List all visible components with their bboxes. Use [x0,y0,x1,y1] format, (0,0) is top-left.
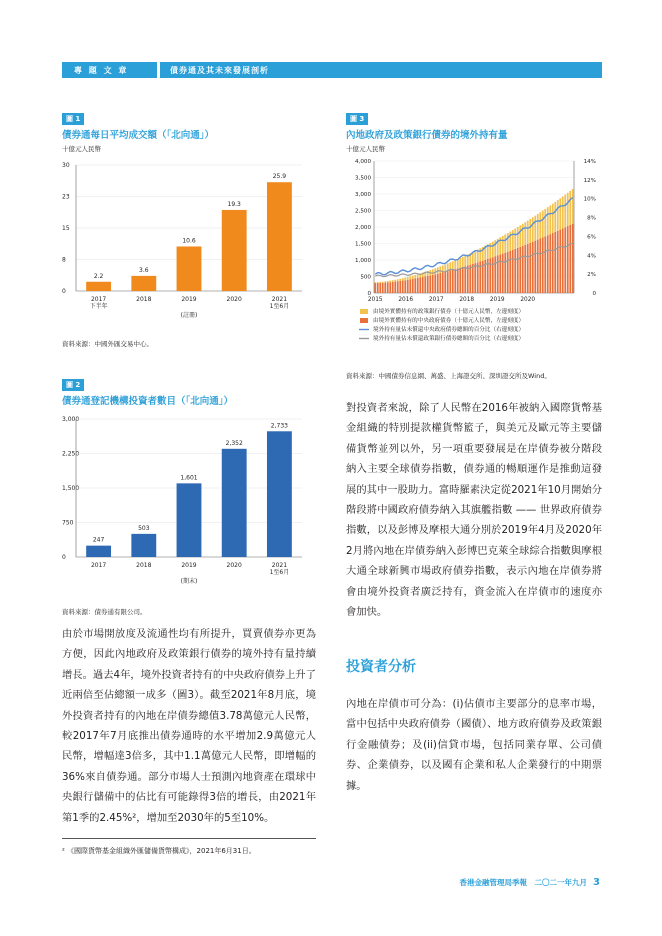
bar-central-govt [472,264,474,293]
y-tick-label-left: 2,000 [354,225,371,231]
bar-central-govt [467,265,469,293]
bar-central-govt [547,235,549,293]
bar-central-govt [429,275,431,293]
bar-central-govt [567,226,569,293]
x-tick-label: 2019 [489,297,505,303]
bar-value-label: 2.2 [93,272,104,280]
legend-label: 由境外實體持有的政策銀行債券（十億元人民幣，左邊刻度） [373,309,525,315]
bar-policy-bank [504,234,506,252]
y-tick-label-left: 0 [367,291,371,297]
bar-central-govt [569,225,571,293]
bar-central-govt [457,268,459,293]
figure-1-tag: 圖 1 [62,113,84,125]
x-tick-label: 2020 [226,296,242,303]
figure-1-title: 債券通每日平均成交額（「北向通」） [62,130,215,141]
y-tick-label-right: 6% [587,234,596,241]
bar-central-govt [442,272,444,293]
bar-central-govt [439,273,441,293]
bar-policy-bank [474,251,476,263]
bar-policy-bank [439,266,441,273]
bar-value-label: 3.6 [139,266,149,274]
y-tick-label: 3,000 [62,416,80,423]
x-tick-label: 1至6月 [269,303,290,310]
figure-1 [62,106,312,348]
bar-value-label: 25.9 [272,173,287,181]
y-tick-label: 1,500 [62,485,80,492]
bar-central-govt [377,283,379,293]
bar-policy-bank [502,236,504,254]
bar-value-label: 503 [138,524,150,532]
bar-central-govt [437,274,439,293]
bar-central-govt [509,251,511,293]
bar-central-govt [542,237,544,293]
x-tick-label: 2018 [136,296,152,303]
legend-swatch [360,309,368,314]
bar-central-govt [517,248,519,293]
figure-3-tag: 圖 3 [346,113,368,125]
y-tick-label: 0 [62,288,66,295]
bar-central-govt [459,268,461,293]
figure-3 [346,106,602,380]
bar [267,182,292,291]
figure-2-tag: 圖 2 [62,379,84,391]
bar-policy-bank [409,276,411,279]
bar-policy-bank [512,230,514,250]
bar [86,282,111,291]
bar-policy-bank [529,219,531,243]
bar-central-govt [402,281,404,293]
bar-policy-bank [519,225,521,247]
bar-central-govt [404,280,406,293]
y-tick-label-left: 1,500 [354,241,371,248]
bar-central-govt [562,228,564,293]
bar-central-govt [422,277,424,293]
y-tick-label-right: 12% [583,177,596,184]
bar-central-govt [387,282,389,293]
bar-policy-bank [394,280,396,282]
bar-policy-bank [549,205,551,234]
bar-central-govt [414,278,416,293]
bar-policy-bank [552,204,554,233]
bar-policy-bank [457,259,459,268]
y-tick-label-right: 14% [583,159,596,165]
bar-policy-bank [389,281,391,283]
x-tick-label: 下半年 [89,303,108,310]
bar-central-govt [527,244,529,293]
bar-policy-bank [569,191,571,225]
bar [222,449,247,557]
y-axis-unit: 十億元人民幣 [346,145,385,153]
bar-central-govt [417,278,419,293]
bar-central-govt [452,270,454,293]
bar-central-govt [549,234,551,293]
x-tick-label: 2016 [398,297,414,303]
bar [177,483,202,557]
y-tick-label: 23 [62,193,70,201]
x-tick-label: 2021 [271,562,288,569]
bar-policy-bank [517,227,519,248]
bar [177,246,202,291]
bar-central-govt [572,224,574,293]
bar-central-govt [424,277,426,293]
bar-policy-bank [387,281,389,282]
figure-1-chart [62,141,312,331]
bar-policy-bank [377,282,379,283]
bar-central-govt [449,270,451,293]
bar-policy-bank [382,282,384,283]
bar-policy-bank [492,242,494,258]
bar-central-govt [489,258,491,293]
bar-central-govt [399,281,401,293]
footnote-divider [62,838,316,839]
figure-1-source: 資料來源：中國外匯交易中心。 [62,340,153,348]
bar-central-govt [557,231,559,293]
bar-central-govt [434,274,436,293]
bar-central-govt [374,283,376,293]
bar-policy-bank [537,214,539,240]
section-heading: 投資者分析 [346,659,416,675]
bar-policy-bank [402,278,404,280]
figure-2 [62,372,312,616]
y-tick-label-left: 3,000 [354,192,371,198]
x-tick-label: 2020 [226,562,242,569]
x-axis-note: (註冊) [180,312,198,319]
bar-value-label: 247 [92,536,105,544]
bar-policy-bank [532,217,534,241]
bar-policy-bank [534,216,536,241]
y-tick-label: 0 [62,554,66,561]
x-tick-label: 2019 [181,562,197,569]
article-title: 債券通及其未來發展剖析 [160,62,602,78]
y-tick-label-right: 2% [587,272,596,279]
bar-policy-bank [527,221,529,244]
figure-2-chart [62,407,312,597]
y-tick-label-left: 2,500 [354,208,371,215]
bar-central-govt [474,263,476,293]
bar [131,534,156,557]
bar-policy-bank [544,209,546,236]
bar-central-govt [412,279,414,293]
bar-policy-bank [539,212,541,238]
bar-central-govt [427,276,429,293]
bar-central-govt [564,227,566,293]
bar-central-govt [529,243,531,293]
bar [131,276,156,291]
bar-policy-bank [557,200,559,231]
bar-policy-bank [407,277,409,280]
bar-policy-bank [432,269,434,275]
y-tick-label-left: 4,000 [354,159,371,165]
legend-swatch [360,318,368,323]
footnote: ² 《國際貨幣基金組織外匯儲備貨幣構成》，2021年6月31日。 [62,847,256,855]
bar-policy-bank [547,207,549,235]
x-tick-label: 2018 [136,562,152,569]
x-tick-label: 2015 [367,297,383,303]
x-tick-label: 2017 [428,297,444,303]
bar-policy-bank [399,279,401,281]
x-tick-label: 2018 [459,297,475,303]
bar-central-govt [384,283,386,293]
bar-central-govt [444,272,446,293]
bar-central-govt [462,267,464,293]
header-bar [62,62,602,78]
bar-policy-bank [522,224,524,246]
x-tick-label: 2017 [90,296,107,303]
bar [222,210,247,291]
x-tick-label: 2021 [271,296,288,303]
bar-central-govt [392,282,394,293]
bar-policy-bank [559,198,561,229]
bar-policy-bank [384,281,386,282]
y-tick-label-right: 8% [587,215,596,222]
bar [267,431,292,557]
y-axis-unit: 十億元人民幣 [62,145,101,153]
bar-policy-bank [564,195,566,228]
figure-3-chart [346,141,602,365]
bar-value-label: 2,352 [225,439,243,447]
figure-3-title: 內地政府及政策銀行債券的境外持有量 [346,130,508,141]
y-tick-label: 2,250 [62,450,80,458]
figure-2-source: 資料來源：債券通有限公司。 [62,608,147,616]
bar-central-govt [524,245,526,293]
y-tick-label-left: 1,000 [354,258,371,264]
bar-central-govt [492,257,494,293]
bar-value-label: 1,601 [180,474,198,482]
y-tick-label: 15 [62,225,70,232]
y-tick-label: 8 [62,256,66,264]
bar-central-govt [407,280,409,293]
bar-central-govt [432,275,434,293]
bar-central-govt [534,241,536,293]
bar-central-govt [499,255,501,293]
paragraph-left: 由於市場開放度及流通性均有所提升，買賣債券亦更為方便，因此內地政府及政策銀行債券的境外持有量持續增長。過去4年，境外投資者持有的中央政府債券上升了近兩倍至佔總額一成多（圖3）。截至2021年8月底，境外投資者持有的內地在岸債券總值3.78萬億元人民幣，較2017年7月底推出債券通時的水平增加2.9萬億元人民幣，增幅達3倍多，其中1.1萬億元人民幣，即增幅的36%來自債券通。部分市場人士預測內地資產在環球中央銀行儲備中的佔比有可能錄得3倍的增長，由2021年第1季的2.45%²，增加至2030年的5至10%。 [62,628,316,824]
bar-policy-bank [452,261,454,270]
bar-policy-bank [392,280,394,282]
bar-policy-bank [514,228,516,248]
bar-central-govt [397,281,399,293]
y-tick-label-left: 500 [360,274,371,281]
bar-central-govt [522,246,524,293]
legend-label: 境外持有量佔未償還政策銀行債券總額的百分比（右邊刻度） [373,336,525,342]
bar [86,546,111,557]
x-axis-note: (期末) [180,578,198,585]
bar-policy-bank [464,256,466,267]
bar-central-govt [389,282,391,293]
bar-central-govt [464,266,466,293]
bar-central-govt [552,233,554,293]
bar-policy-bank [507,233,509,252]
bar-central-govt [419,278,421,293]
bar-policy-bank [454,260,456,269]
bar-policy-bank [462,257,464,267]
bar-central-govt [497,255,499,293]
bar-central-govt [504,253,506,293]
bar-policy-bank [412,276,414,279]
page-number: 3 [593,877,600,888]
y-tick-label-right: 10% [583,196,596,203]
bar-central-govt [539,239,541,293]
legend-label: 由境外實體持有的中央政府債券（十億元人民幣，左邊刻度） [373,318,525,324]
bar-central-govt [382,283,384,293]
bar-central-govt [494,256,496,293]
bar-policy-bank [414,275,416,279]
bar-policy-bank [542,211,544,238]
page-footer [460,877,600,888]
x-tick-label: 1至6月 [269,569,290,576]
bar-policy-bank [524,222,526,245]
bar-policy-bank [572,189,574,224]
bar-central-govt [379,283,381,293]
bar-policy-bank [417,274,419,278]
bar-central-govt [409,279,411,293]
y-tick-label: 750 [62,519,74,527]
bar-central-govt [559,230,561,293]
bar-central-govt [519,247,521,293]
bar-value-label: 2,733 [270,422,288,430]
bar-policy-bank [404,278,406,281]
x-tick-label: 2019 [181,296,197,303]
bar-central-govt [544,236,546,293]
bar-policy-bank [554,202,556,232]
bar-central-govt [394,282,396,293]
y-tick-label-left: 3,500 [354,175,371,182]
figure-3-source: 資料來源：中國債券信息網、萬盛、上海證交所、深圳證交所及Wind。 [346,372,551,380]
bar-central-govt [532,242,534,293]
bar-central-govt [507,252,509,293]
section-label: 專 題 文 章 [62,62,157,78]
x-tick-label: 2017 [90,562,107,569]
bar-central-govt [447,271,449,293]
bar-policy-bank [562,196,564,228]
bar-central-govt [537,240,539,293]
bar-central-govt [502,254,504,293]
bar-value-label: 10.6 [182,237,196,245]
legend-label: 境外持有量佔未償還中央政府債券總額的百分比（右邊刻度） [373,327,525,333]
bar-policy-bank [567,193,569,226]
bar-central-govt [477,262,479,293]
x-tick-label: 2020 [520,297,536,303]
footer-text: 香港金融管理局季報 二〇二一年九月 [459,878,588,887]
bar-policy-bank [459,258,461,268]
bar-central-govt [514,249,516,293]
bar-central-govt [469,265,471,293]
figure-2-title: 債券通登記機構投資者數目（「北向通」） [62,396,234,407]
bar-central-govt [554,232,556,293]
y-tick-label-right: 0 [592,291,596,297]
y-tick-label-right: 4% [587,253,596,260]
stacked-bars [374,189,573,293]
bar-policy-bank [379,282,381,283]
bar-value-label: 19.3 [227,200,241,208]
bar-central-govt [512,250,514,293]
bar-policy-bank [444,264,446,271]
paragraph-right-2: 內地在岸債市可分為：(i)佔債市主要部分的息率市場，當中包括中央政府債券（國債）、地方政府債券及政策銀行金融債券；及(ii)信貸市場，包括同業存單、公司債券、企業債券，以及國有企業和私人企業發行的中期票據。 [346,698,602,792]
bar-policy-bank [397,279,399,281]
bar-policy-bank [434,268,436,274]
bar-policy-bank [374,282,376,283]
y-tick-label: 30 [62,162,70,169]
paragraph-right-1: 對投資者來說，除了人民幣在2016年被納入國際貨幣基金組織的特別提款權貨幣籃子，與美元及歐元等主要儲備貨幣並列以外，另一項重要發展是在岸債券被分階段納入主要全球債券指數，債券通的暢順運作是推動這發展的其中一股助力。富時羅素決定從2021年10月開始分階段將中國政府債券納入其旗艦指數 —— 世界政府債券指數，以及彭博及摩根大通分別於2019年4月及2020年2月將內地在岸債券納入彭博巴克萊全球綜合指數與摩根大通全球新興市場政府債券指數，表示內地在岸債券將會由境外投資者廣泛持有，資金流入在岸債市的速度亦會加快。 [346,402,602,619]
bar-central-govt [454,269,456,293]
